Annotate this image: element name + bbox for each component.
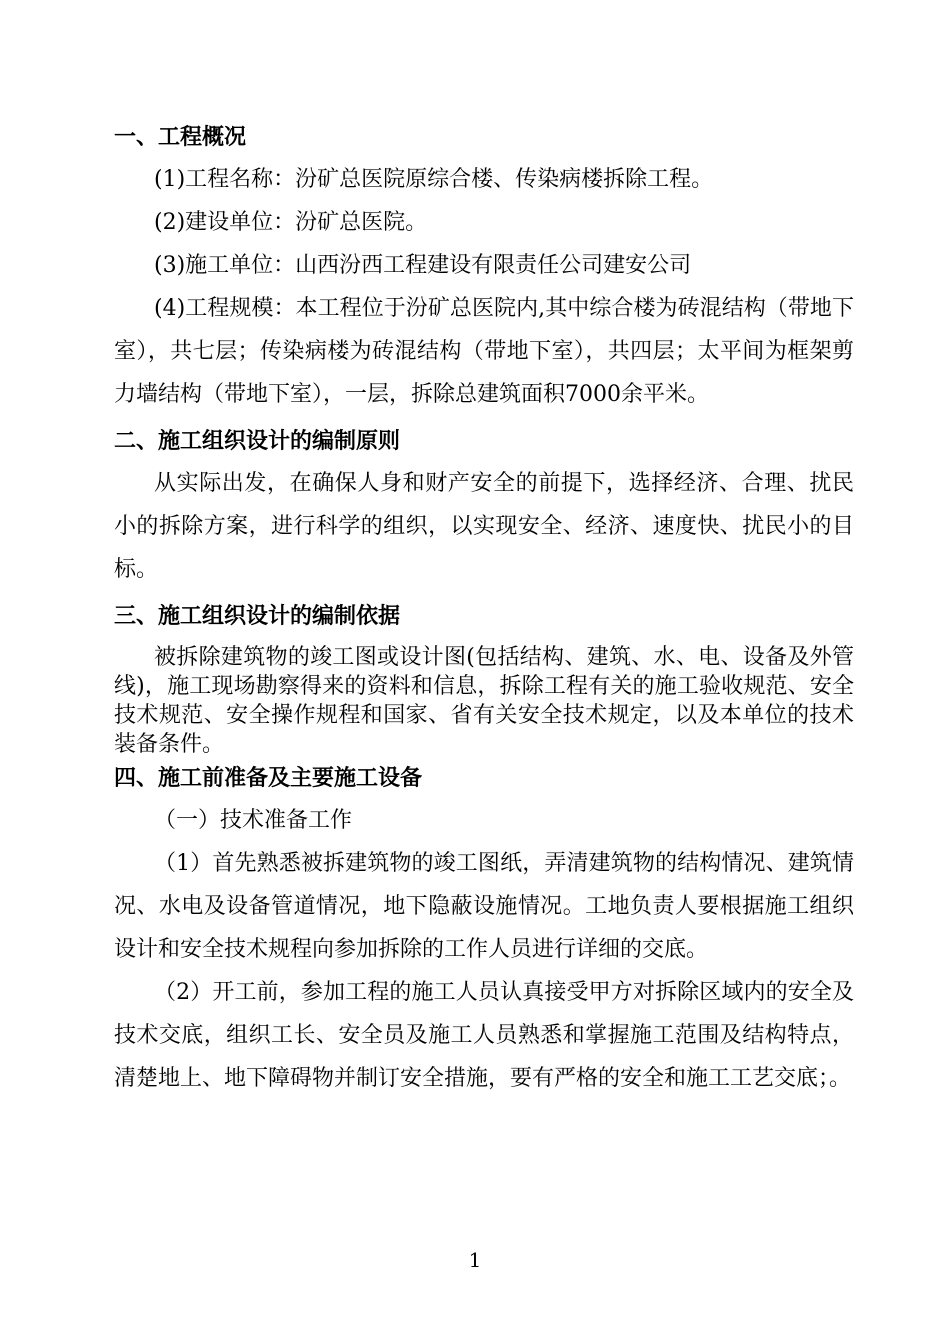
document-body bbox=[114, 118, 854, 1100]
heading-design-basis: 三、施工组织设计的编制依据 bbox=[114, 604, 401, 629]
item-owner: (2)建设单位：汾矿总医院。 bbox=[154, 210, 428, 235]
item-pre-start-briefing: （2）开工前，参加工程的施工人员认真接受甲方对拆除区域内的安全及技术交底，组织工长、安全员及施工人员熟悉和掌握施工范围及结构特点，清楚地上、地下障碍物并制订安全措施，要有严格的安全和施工工艺交底；。 bbox=[114, 980, 854, 1091]
heading-project-overview: 一、工程概况 bbox=[114, 125, 247, 150]
page-number: 1 bbox=[468, 1248, 482, 1272]
paragraph-design-basis: 被拆除建筑物的竣工图或设计图(包括结构、建筑、水、电、设备及外管线)，施工现场勘察得来的资料和信息，拆除工程有关的施工验收规范、安全技术规范、安全操作规程和国家、省有关安全技术规定，以及本单位的技术装备条件。 bbox=[114, 645, 854, 757]
heading-design-principles: 二、施工组织设计的编制原则 bbox=[114, 429, 401, 454]
item-project-scale: (4)工程规模：本工程位于汾矿总医院内,其中综合楼为砖混结构（带地下室），共七层；传染病楼为砖混结构（带地下室），共四层；太平间为框架剪力墙结构（带地下室），一层，拆除总建筑面积7000余平米。 bbox=[114, 296, 854, 407]
item-review-drawings: （1）首先熟悉被拆建筑物的竣工图纸，弄清建筑物的结构情况、建筑情况、水电及设备管道情况，地下隐蔽设施情况。工地负责人要根据施工组织设计和安全技术规程向参加拆除的工作人员进行详细的交底。 bbox=[114, 851, 854, 962]
item-project-name: (1)工程名称：汾矿总医院原综合楼、传染病楼拆除工程。 bbox=[154, 167, 714, 192]
heading-preparation-equipment: 四、施工前准备及主要施工设备 bbox=[114, 766, 423, 791]
paragraph-design-principles: 从实际出发，在确保人身和财产安全的前提下，选择经济、合理、扰民小的拆除方案，进行科学的组织，以实现安全、经济、速度快、扰民小的目标。 bbox=[114, 471, 854, 582]
item-contractor: (3)施工单位：山西汾西工程建设有限责任公司建安公司 bbox=[154, 253, 692, 278]
subheading-technical-preparation: （一）技术准备工作 bbox=[154, 808, 353, 833]
